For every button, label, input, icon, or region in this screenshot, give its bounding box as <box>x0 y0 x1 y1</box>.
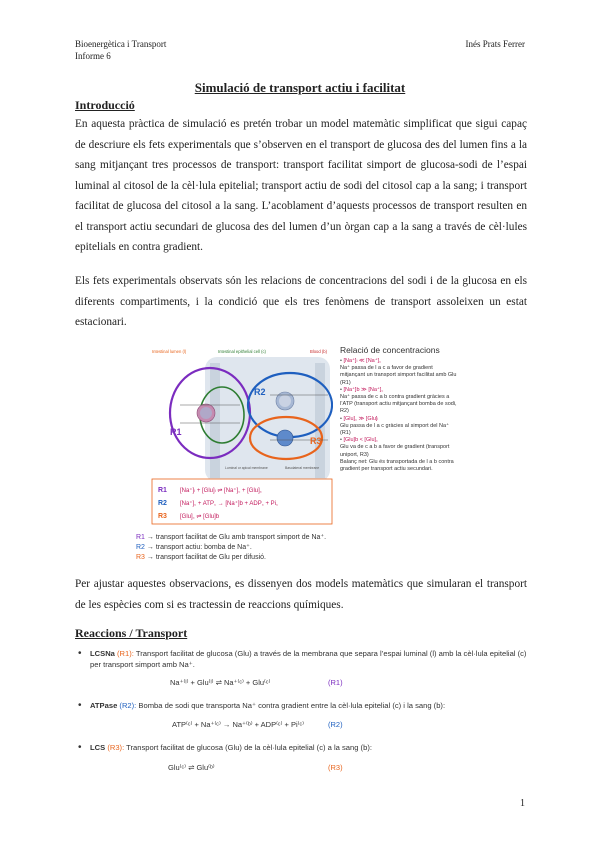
reaction-name: ATPase <box>90 701 118 710</box>
reaction-item-r3 <box>78 742 530 753</box>
legend-r1: R1 → transport facilitat de Glu amb transport simport de Na⁺. <box>136 534 327 541</box>
blood-label: Blood (b) <box>310 349 327 354</box>
reactions-heading: Reaccions / Transport <box>75 626 188 640</box>
reaction-equation-r1: Na⁺⁽ˡ⁾ + Glu⁽ˡ⁾ ⇌ Na⁺⁽ᶜ⁾ + Glu⁽ᶜ⁾ <box>170 678 271 687</box>
reaction-eq-r2: [Na⁺]꜀ + ATP꜀ → [Na⁺]b + ADP꜀ + Pi꜀ <box>180 501 279 507</box>
page-number: 1 <box>520 798 525 809</box>
reaction-description: Bomba de sodi que transporta Na⁺ contra gradient entre la cèl·lula epitelial (c) i la sang (b): <box>138 701 446 710</box>
reaction-code-r3: (R3) <box>328 763 343 772</box>
reaction-code-r2: (R2) <box>328 720 343 729</box>
author-name: Inés Prats Ferrer <box>465 39 525 49</box>
concentration-relations-panel <box>333 343 458 526</box>
reaction-label-r3: R3 <box>158 513 167 520</box>
reaction-item-r2 <box>78 700 530 711</box>
reaction-label-r2: R2 <box>158 500 167 507</box>
report-number: Informe 6 <box>75 51 111 61</box>
relation-formula: [Na⁺]ₗ ≪ [Na⁺]꜀ <box>343 358 382 364</box>
reaction-tag: (R3): <box>107 743 125 752</box>
reaction-label-r1: R1 <box>158 487 167 494</box>
relation-formula: [Glu]b < [Glu]꜀ <box>343 437 378 444</box>
relation-item: • [Na⁺]ₗ ≪ [Na⁺]꜀ Na⁺ passa de l a c a favor de gradient mitjançant un transport simport facilitat amb Glu (R1) <box>340 358 457 386</box>
intro-paragraph-1: En aquesta pràctica de simulació es pretén trobar un model matemàtic simplificat que sigui capaç de descriure els fets experimentals que s’observen en el transport de glucosa des del lumen fins a la sang mitjançant tres processos de transport: transport facilitat simport de glucosa-sodi de l’espai luminal al citosol de la cèl·lula epitelial; transport actiu de sodi del citosol cap a la sang; i transport facilitat de glucosa del citosol a la sang. L’acoblament d’aquests processos de transport resulten en el transport actiu secundari de glucosa des del lumen d’un òrgan cap a la sang a través de cèl·lules epitelials en contra gradient. <box>75 118 527 253</box>
reaction-equation-r2: ATP⁽ᶜ⁾ + Na⁺⁽ᶜ⁾ → Na⁺⁽ᵇ⁾ + ADP⁽ᶜ⁾ + Pi⁽ᶜ⁾ <box>172 720 304 729</box>
relation-formula: [Na⁺]b ≫ [Na⁺]꜀ <box>343 386 384 393</box>
relation-summary: Balanç net: Glu és transportada de l a b contra gradient per transport actiu secundari. <box>340 458 454 473</box>
reaction-equation-r3: Glu⁽ᶜ⁾ ⇌ Glu⁽ᵇ⁾ <box>168 763 215 772</box>
apical-membrane-label: Luminal or apical membrane <box>225 466 268 470</box>
intro-paragraph-2: Els fets experimentals observats són les relacions de concentracions del sodi i de la glucosa en els diferents compartiments, i la condició que els tres fenòmens de transport assoleixen un estat estacionari. <box>75 275 527 328</box>
relation-text: Glu passa de l a c gràcies al simport del Na⁺ (R1) <box>340 422 449 437</box>
header-left <box>75 38 166 62</box>
r2-label: R2 <box>254 387 266 397</box>
intro-heading: Introducció <box>75 98 135 112</box>
reaction-name: LCS <box>90 743 106 752</box>
r1-label: R1 <box>170 427 182 437</box>
intro-paragraph-3: Per ajustar aquestes observacions, es dissenyen dos models matemàtics que simularan el transport de les espècies com si es tractessin de reaccions químiques. <box>75 578 527 611</box>
relations-title: Relació de concentracions <box>340 345 440 355</box>
bullet-icon: • <box>78 700 82 711</box>
reaction-eq-r1: [Na⁺]ₗ + [Glu]ₗ ⇌ [Na⁺]꜀ + [Glu]꜀ <box>180 488 262 494</box>
reaction-item-r1 <box>78 648 530 670</box>
legend-r2: R2 → transport actiu: bomba de Na⁺. <box>136 544 252 551</box>
bullet-icon: • <box>78 648 82 659</box>
relation-formula: [Glu]꜀ ≫ [Glu]ₗ <box>343 415 379 422</box>
relation-text: Na⁺ passa de c a b contra gradient gràcies a l’ATP (transport actiu mitjançant bomba de sodi, R2) <box>340 394 457 415</box>
reaction-tag: (R2): <box>119 701 137 710</box>
lumen-label: Intestinal lumen (l) <box>152 349 187 354</box>
reaction-code-r1: (R1) <box>328 678 343 687</box>
reaction-eq-r3: [Glu]꜀ ⇌ [Glu]b <box>180 514 220 520</box>
course-name: Bioenergètica i Transport <box>75 39 167 49</box>
reaction-tag: (R1): <box>117 649 134 658</box>
r3-label: R3 <box>310 436 322 446</box>
reaction-description: Transport facilitat de glucosa (Glu) a través de la membrana que separa l’espai luminal (l) amb la cèl·lula epitelial (c) per transport simport amb Na⁺. <box>90 649 527 669</box>
bullet-icon: • <box>78 742 82 753</box>
relation-item: • [Na⁺]b ≫ [Na⁺]꜀ Na⁺ passa de c a b contra gradient gràcies a l’ATP (transport actiu mitjançant bomba de sodi, R2) <box>340 386 457 415</box>
relation-text: Glu va de c a b a favor de gradient (transport uniport, R3) <box>340 444 450 458</box>
legend-r3: R3 → transport facilitat de Glu per difusió. <box>136 554 266 561</box>
relation-item: • [Glu]b < [Glu]꜀ Glu va de c a b a favor de gradient (transport uniport, R3) <box>340 437 458 459</box>
basolateral-membrane-label: Basolateral membrane <box>285 466 320 470</box>
reaction-name: LCSNa <box>90 649 115 658</box>
relation-item: • [Glu]꜀ ≫ [Glu]ₗ Glu passa de l a c gràcies al simport del Na⁺ (R1) <box>340 416 458 438</box>
figure-legend <box>136 533 326 563</box>
relation-text: Na⁺ passa de l a c a favor de gradient mitjançant un transport simport facilitat amb Glu (R1) <box>340 365 457 386</box>
cell-label: Intestinal epithelial cell (c) <box>218 349 266 354</box>
reaction-description: Transport facilitat de glucosa (Glu) de la cèl·lula epitelial (c) a la sang (b): <box>126 743 372 752</box>
document-title: Simulació de transport actiu i facilitat <box>194 80 406 95</box>
